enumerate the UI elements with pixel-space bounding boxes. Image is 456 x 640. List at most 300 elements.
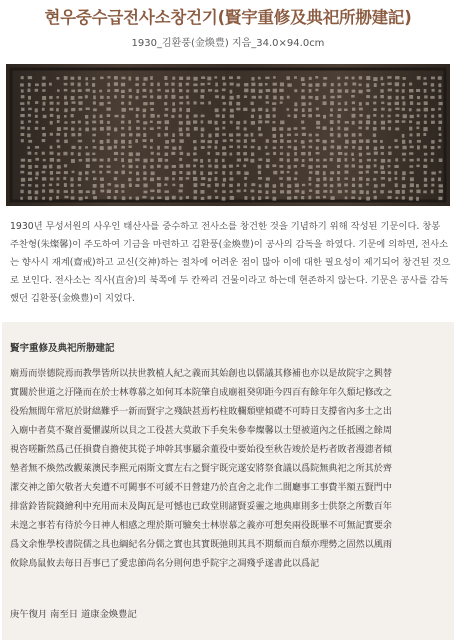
carved-glyph xyxy=(374,164,377,167)
carved-glyph xyxy=(351,153,354,156)
carved-glyph xyxy=(243,108,247,111)
carved-glyph xyxy=(410,115,414,118)
carved-glyph xyxy=(417,109,421,112)
carved-glyph xyxy=(323,101,327,105)
carved-glyph xyxy=(251,146,255,149)
carved-glyph xyxy=(424,153,427,156)
carved-glyph xyxy=(150,178,154,182)
carved-glyph xyxy=(222,171,225,175)
carved-glyph xyxy=(273,96,277,100)
carved-glyph xyxy=(301,164,304,167)
carved-glyph xyxy=(302,159,305,162)
wooden-plaque-photo xyxy=(6,64,450,206)
carved-glyph xyxy=(121,140,125,144)
carved-glyph xyxy=(122,190,125,193)
carved-glyph xyxy=(402,153,406,156)
carved-glyph xyxy=(229,165,233,168)
carved-glyph xyxy=(121,95,124,98)
carved-glyph xyxy=(121,121,125,124)
carved-glyph xyxy=(193,77,197,81)
carved-glyph xyxy=(337,171,340,174)
carved-glyph xyxy=(187,101,190,104)
carved-glyph xyxy=(71,190,74,194)
carved-glyph xyxy=(229,146,233,149)
carved-glyph xyxy=(236,121,240,125)
carved-glyph xyxy=(186,164,190,167)
carved-glyph xyxy=(345,77,349,80)
carved-glyph xyxy=(107,190,111,194)
carved-glyph xyxy=(193,159,197,162)
carved-glyph xyxy=(352,83,356,86)
carved-glyph xyxy=(352,146,355,149)
carved-glyph xyxy=(288,165,291,169)
carved-glyph xyxy=(157,197,161,200)
text-line: 墊者無不煥然改觀萊澳民李熙元兩斯文實左右之賢宇既完遂安將祭食議以爲院無典祀之所其於齊 xyxy=(10,464,392,474)
carved-glyph xyxy=(49,184,52,187)
carved-glyph xyxy=(42,96,46,100)
carved-glyph xyxy=(172,184,175,186)
carved-glyph xyxy=(244,189,247,192)
carved-glyph xyxy=(432,89,435,92)
carved-glyph xyxy=(179,171,182,174)
carved-glyph xyxy=(223,102,227,105)
carved-glyph xyxy=(64,76,68,80)
carved-glyph xyxy=(172,147,176,150)
carved-glyph xyxy=(172,178,175,181)
carved-glyph xyxy=(186,95,189,98)
carved-glyph xyxy=(359,102,362,106)
carved-glyph xyxy=(402,171,406,175)
carved-glyph xyxy=(359,90,363,94)
carved-glyph xyxy=(49,96,52,99)
carved-glyph xyxy=(57,190,60,194)
carved-glyph xyxy=(373,190,376,193)
carved-glyph xyxy=(150,114,154,118)
carved-glyph xyxy=(380,190,384,193)
carved-glyph xyxy=(186,121,190,125)
carved-glyph xyxy=(57,177,60,180)
carved-glyph xyxy=(208,120,212,123)
carved-glyph xyxy=(316,159,319,162)
carved-glyph xyxy=(381,115,384,118)
carved-glyph xyxy=(21,159,25,162)
signature-line: 庚午復月 南至日 道康金煥豊記 xyxy=(10,609,137,620)
carved-glyph xyxy=(171,152,175,155)
carved-glyph xyxy=(402,96,405,99)
carved-glyph xyxy=(431,108,435,111)
carved-glyph xyxy=(165,108,169,111)
carved-glyph xyxy=(344,146,348,149)
carved-glyph xyxy=(100,184,104,188)
carved-glyph xyxy=(388,196,392,199)
carved-glyph xyxy=(86,164,90,168)
carved-glyph xyxy=(431,146,435,149)
carved-glyph xyxy=(165,140,169,144)
carved-glyph xyxy=(388,108,391,111)
carved-glyph xyxy=(201,146,205,149)
carved-glyph xyxy=(287,140,291,143)
carved-glyph xyxy=(438,108,441,111)
carved-glyph xyxy=(345,197,348,200)
carved-glyph xyxy=(230,196,234,200)
carved-glyph xyxy=(35,158,39,161)
carved-glyph xyxy=(294,177,297,180)
carved-glyph xyxy=(258,190,262,193)
carved-glyph xyxy=(381,171,385,174)
carved-glyph xyxy=(410,146,414,149)
carved-glyph xyxy=(244,83,248,86)
carved-glyph xyxy=(272,164,276,167)
carved-glyph xyxy=(323,95,326,99)
carved-glyph xyxy=(122,171,126,175)
carved-glyph xyxy=(315,76,318,79)
carved-glyph xyxy=(374,196,377,200)
carved-glyph xyxy=(72,101,76,103)
carved-glyph xyxy=(42,139,46,142)
carved-glyph xyxy=(439,159,443,163)
carved-glyph xyxy=(107,196,110,199)
carved-glyph xyxy=(42,152,45,155)
carved-glyph xyxy=(380,146,384,149)
carved-glyph xyxy=(129,171,132,173)
carved-glyph xyxy=(50,114,54,117)
carved-glyph xyxy=(423,191,427,194)
carved-glyph xyxy=(402,120,406,122)
carved-glyph xyxy=(93,108,97,111)
carved-glyph xyxy=(35,127,39,130)
carved-glyph xyxy=(251,102,254,105)
carved-glyph xyxy=(229,177,233,180)
carved-glyph xyxy=(122,108,126,112)
carved-glyph xyxy=(316,152,320,155)
carved-glyph xyxy=(294,102,297,106)
carved-glyph xyxy=(79,159,82,162)
carved-glyph xyxy=(164,76,167,80)
carved-glyph xyxy=(352,90,356,93)
carved-glyph xyxy=(236,165,239,168)
carved-glyph xyxy=(266,101,269,103)
carved-glyph xyxy=(71,133,75,136)
carved-glyph xyxy=(157,89,160,92)
carved-glyph xyxy=(266,153,270,156)
carved-glyph xyxy=(416,165,419,168)
carved-glyph xyxy=(222,96,225,99)
carved-glyph xyxy=(201,76,205,79)
carved-glyph xyxy=(323,171,326,175)
carved-glyph xyxy=(35,101,38,104)
carved-glyph xyxy=(28,76,32,79)
carved-glyph xyxy=(416,127,419,130)
carved-glyph xyxy=(287,108,290,111)
carved-glyph xyxy=(345,171,349,174)
carved-glyph xyxy=(381,152,384,155)
carved-glyph xyxy=(193,84,197,87)
carved-glyph xyxy=(409,108,412,111)
carved-glyph xyxy=(21,95,25,98)
carved-glyph xyxy=(121,152,124,155)
carved-glyph xyxy=(171,139,175,142)
carved-glyph xyxy=(359,165,363,168)
carved-glyph xyxy=(151,197,154,200)
carved-glyph xyxy=(417,140,421,143)
carved-glyph xyxy=(381,83,384,86)
carved-glyph xyxy=(28,152,32,155)
carved-glyph xyxy=(121,83,125,87)
carved-glyph xyxy=(416,190,420,194)
carved-glyph xyxy=(315,134,318,137)
carved-glyph xyxy=(49,197,52,201)
carved-glyph xyxy=(128,127,131,131)
carved-glyph xyxy=(201,120,204,123)
carved-glyph xyxy=(359,127,362,130)
carved-glyph xyxy=(439,189,443,193)
carved-glyph xyxy=(143,114,146,118)
carved-glyph xyxy=(179,108,182,112)
carved-glyph xyxy=(193,140,197,143)
carved-glyph xyxy=(273,76,276,79)
carved-glyph xyxy=(35,146,39,149)
carved-glyph xyxy=(223,178,226,182)
carved-glyph xyxy=(121,184,125,188)
carved-glyph xyxy=(431,178,434,182)
carved-glyph xyxy=(381,102,384,105)
carved-glyph xyxy=(27,101,30,104)
carved-glyph xyxy=(128,159,132,163)
carved-glyph xyxy=(417,96,420,99)
carved-glyph xyxy=(430,96,434,99)
carved-glyph xyxy=(200,165,204,168)
carved-glyph xyxy=(157,115,160,118)
carved-glyph xyxy=(43,102,46,106)
carved-glyph xyxy=(208,134,211,138)
carved-glyph xyxy=(114,128,117,132)
carved-glyph xyxy=(345,89,349,93)
carved-glyph xyxy=(294,158,298,161)
carved-glyph xyxy=(179,96,183,99)
carved-glyph xyxy=(230,90,233,94)
carved-glyph xyxy=(330,108,333,111)
carved-glyph xyxy=(403,146,407,150)
carved-glyph xyxy=(352,121,355,125)
carved-glyph xyxy=(108,183,112,186)
carved-glyph xyxy=(42,133,46,137)
carved-glyph xyxy=(352,133,356,137)
carved-glyph xyxy=(114,177,117,180)
carved-glyph xyxy=(352,114,356,118)
carved-glyph xyxy=(316,114,320,117)
carved-glyph xyxy=(179,133,183,136)
carved-glyph xyxy=(287,184,291,188)
carved-glyph xyxy=(151,172,155,176)
carved-glyph xyxy=(128,178,131,182)
carved-glyph xyxy=(431,159,434,162)
carved-glyph xyxy=(266,177,270,180)
carved-glyph xyxy=(136,172,139,176)
carved-glyph xyxy=(28,165,32,169)
carved-glyph xyxy=(250,159,254,163)
carved-glyph xyxy=(388,96,392,99)
carved-glyph xyxy=(230,109,234,113)
carved-glyph xyxy=(337,95,341,98)
carved-glyph xyxy=(294,127,298,130)
carved-glyph xyxy=(403,102,406,106)
carved-glyph xyxy=(79,197,83,201)
carved-glyph xyxy=(179,158,182,161)
carved-glyph xyxy=(409,120,412,123)
carved-glyph xyxy=(187,153,190,156)
carved-glyph xyxy=(374,159,377,162)
carved-glyph xyxy=(380,140,383,143)
carved-glyph xyxy=(201,197,205,200)
carved-glyph xyxy=(143,127,146,129)
carved-glyph xyxy=(381,177,385,180)
carved-glyph xyxy=(93,196,97,199)
carved-glyph xyxy=(179,128,183,132)
carved-glyph xyxy=(36,172,39,176)
carved-glyph xyxy=(431,152,434,155)
carved-glyph xyxy=(417,102,421,105)
carved-glyph xyxy=(272,102,276,105)
carved-glyph xyxy=(309,177,312,181)
carved-glyph xyxy=(129,102,132,105)
carved-glyph xyxy=(50,146,53,149)
carved-glyph xyxy=(294,114,297,118)
carved-glyph xyxy=(222,127,225,130)
carved-glyph xyxy=(121,146,125,149)
carved-glyph xyxy=(93,177,97,180)
carved-glyph xyxy=(121,90,125,93)
carved-glyph xyxy=(323,159,327,162)
carved-glyph xyxy=(143,121,147,124)
carved-glyph xyxy=(251,115,254,118)
carved-glyph xyxy=(438,114,441,117)
carved-glyph xyxy=(144,191,148,194)
carved-glyph xyxy=(78,177,81,181)
carved-glyph xyxy=(208,146,212,149)
carved-glyph xyxy=(50,158,54,162)
carved-glyph xyxy=(171,83,174,86)
carved-glyph xyxy=(172,165,176,168)
carved-glyph xyxy=(243,146,247,149)
carved-glyph xyxy=(431,190,434,194)
carved-glyph xyxy=(222,159,225,162)
carved-glyph xyxy=(150,83,153,87)
carved-glyph xyxy=(251,139,255,142)
carved-glyph xyxy=(21,76,24,79)
carved-glyph xyxy=(351,196,355,199)
carved-glyph xyxy=(323,77,327,80)
carved-glyph xyxy=(323,140,327,143)
carved-glyph xyxy=(179,89,182,92)
carved-glyph xyxy=(272,127,276,131)
carved-glyph xyxy=(79,108,83,111)
carved-glyph xyxy=(143,177,146,180)
carved-glyph xyxy=(71,90,75,93)
carved-glyph xyxy=(27,134,30,138)
carved-glyph xyxy=(200,171,203,175)
carved-glyph xyxy=(230,171,233,175)
text-line: 役殆無間年常厄於財絀難乎一新而賢宇之殘缺甚焉朽柱敗欄頹壁傾礎不可時日支撐省內多士之出 xyxy=(10,407,392,417)
carved-glyph xyxy=(403,158,406,161)
carved-glyph xyxy=(230,139,233,142)
carved-glyph xyxy=(85,171,89,174)
carved-glyph xyxy=(388,89,392,92)
carved-glyph xyxy=(79,146,82,149)
carved-glyph xyxy=(358,146,362,150)
carved-glyph xyxy=(21,178,25,182)
carved-glyph xyxy=(222,197,226,201)
carved-glyph xyxy=(338,133,341,137)
carved-glyph xyxy=(373,178,376,181)
carved-glyph xyxy=(259,184,262,187)
carved-glyph xyxy=(100,190,104,193)
carved-glyph xyxy=(172,77,175,80)
carved-glyph xyxy=(431,121,435,124)
carved-glyph xyxy=(402,190,405,194)
carved-glyph xyxy=(129,133,133,136)
carved-glyph xyxy=(78,152,81,156)
carved-glyph xyxy=(273,146,276,149)
carved-glyph xyxy=(35,165,39,168)
carved-glyph xyxy=(295,172,298,175)
carved-glyph xyxy=(42,89,45,92)
carved-glyph xyxy=(135,158,139,161)
carved-glyph xyxy=(259,89,263,93)
carved-glyph xyxy=(279,89,283,92)
carved-glyph xyxy=(244,183,247,187)
carved-glyph xyxy=(179,197,182,200)
carved-glyph xyxy=(244,95,247,98)
carved-glyph xyxy=(186,90,189,93)
carved-glyph xyxy=(28,114,31,117)
carved-glyph xyxy=(266,95,269,99)
carved-glyph xyxy=(114,140,118,144)
carved-glyph xyxy=(157,177,161,180)
carved-glyph xyxy=(230,115,234,118)
carved-glyph xyxy=(143,165,146,168)
carved-glyph xyxy=(85,95,88,98)
carved-glyph xyxy=(230,190,233,193)
carved-glyph xyxy=(330,178,333,182)
carved-glyph xyxy=(57,165,61,169)
carved-glyph xyxy=(374,171,378,174)
carved-glyph xyxy=(337,177,340,181)
carved-glyph xyxy=(287,96,290,99)
carved-glyph xyxy=(359,197,362,200)
carved-glyph xyxy=(172,108,175,112)
carved-glyph xyxy=(150,95,153,98)
carved-glyph xyxy=(409,165,413,167)
carved-glyph xyxy=(265,77,269,80)
carved-glyph xyxy=(78,184,81,186)
carved-glyph xyxy=(272,190,276,193)
carved-glyph xyxy=(157,183,161,187)
carved-glyph xyxy=(424,121,427,124)
carved-glyph xyxy=(230,153,233,156)
carved-glyph xyxy=(229,184,233,187)
carved-glyph xyxy=(136,114,139,118)
carved-glyph xyxy=(208,159,211,162)
carved-glyph xyxy=(345,140,349,144)
carved-glyph xyxy=(302,184,305,186)
carved-glyph xyxy=(107,127,111,131)
carved-glyph xyxy=(380,89,383,93)
carved-glyph xyxy=(258,108,262,111)
carved-glyph xyxy=(402,196,405,199)
carved-glyph xyxy=(57,115,60,119)
carved-glyph xyxy=(165,196,169,200)
carved-glyph xyxy=(316,184,320,187)
